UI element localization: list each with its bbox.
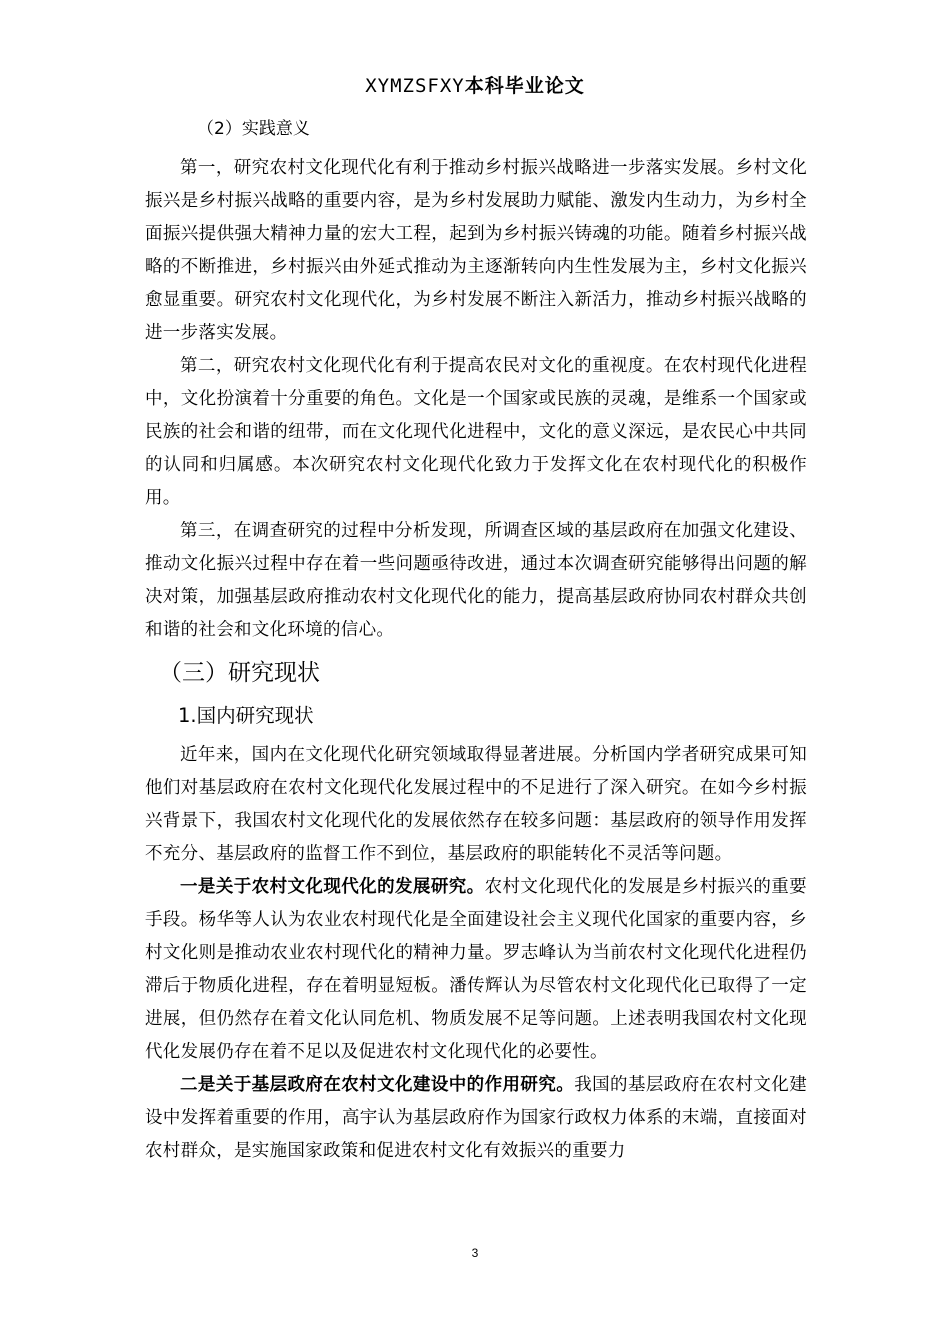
- page-number: 3: [471, 1246, 479, 1260]
- domestic-paragraph-2: [145, 1069, 807, 1168]
- domestic-paragraph-1: [145, 871, 807, 1069]
- practical-significance-label: （2）实践意义: [197, 119, 310, 139]
- paragraph-2-body: 我国的基层政府在农村文化建设中发挥着重要的作用，高宇认为基层政府作为国家行政权力体系的末端，直接面对农村群众，是实施国家政策和促进农村文化有效振兴的重要力: [145, 1075, 807, 1161]
- practical-paragraph-2: 第二，研究农村文化现代化有利于提高农民对文化的重视度。在农村现代化进程中，文化扮演着十分重要的角色。文化是一个国家或民族的灵魂，是维系一个国家或民族的社会和谐的纽带，而在文化现代化进程中，文化的意义深远，是农民心中共同的认同和归属感。本次研究农村文化现代化致力于发挥文化在农村现代化的积极作用。: [145, 356, 807, 508]
- header-thesis-title: 本科毕业论文: [464, 75, 585, 97]
- practical-paragraph-3: 第三，在调查研究的过程中分析发现，所调查区域的基层政府在加强文化建设、推动文化振兴过程中存在着一些问题亟待改进，通过本次调查研究能够得出问题的解决对策，加强基层政府推动农村文化现代化的能力，提高基层政府协同农村群众共创和谐的社会和文化环境的信心。: [145, 521, 807, 640]
- header-school-code: XYMZSFXY: [365, 75, 465, 97]
- practical-paragraph-1: 第一，研究农村文化现代化有利于推动乡村振兴战略进一步落实发展。乡村文化振兴是乡村振兴战略的重要内容，是为乡村发展助力赋能、激发内生动力，为乡村全面振兴提供强大精神力量的宏大工程，起到为乡村振兴铸魂的功能。随着乡村振兴战略的不断推进，乡村振兴由外延式推动为主逐渐转向内生性发展为主，乡村文化振兴愈显重要。研究农村文化现代化，为乡村发展不断注入新活力，推动乡村振兴战略的进一步落实发展。: [145, 158, 807, 343]
- page-header: [0, 72, 950, 100]
- domestic-intro-paragraph: 近年来，国内在文化现代化研究领域取得显著进展。分析国内学者研究成果可知他们对基层政府在农村文化现代化发展过程中的不足进行了深入研究。在如今乡村振兴背景下，我国农村文化现代化的发展依然存在较多问题：基层政府的领导作用发挥不充分、基层政府的监督工作不到位，基层政府的职能转化不灵活等问题。: [145, 745, 807, 864]
- paragraph-1-body: 农村文化现代化的发展是乡村振兴的重要手段。杨华等人认为农业农村现代化是全面建设社会主义现代化国家的重要内容，乡村文化则是推动农业农村现代化的精神力量。罗志峰认为当前农村文化现代化进程仍滞后于物质化进程，存在着明显短板。潘传辉认为尽管农村文化现代化已取得了一定进展，但仍然存在着文化认同危机、物质发展不足等问题。上述表明我国农村文化现代化发展仍存在着不足以及促进农村文化现代化的必要性。: [145, 877, 807, 1062]
- main-content: [145, 112, 807, 1168]
- paragraph-2-lead: 二是关于基层政府在农村文化建设中的作用研究。: [180, 1075, 575, 1095]
- section-heading-research-status: （三）研究现状: [159, 660, 320, 686]
- paragraph-1-lead: 一是关于农村文化现代化的发展研究。: [180, 877, 485, 897]
- subsection-heading-domestic: 1.国内研究现状: [178, 704, 314, 727]
